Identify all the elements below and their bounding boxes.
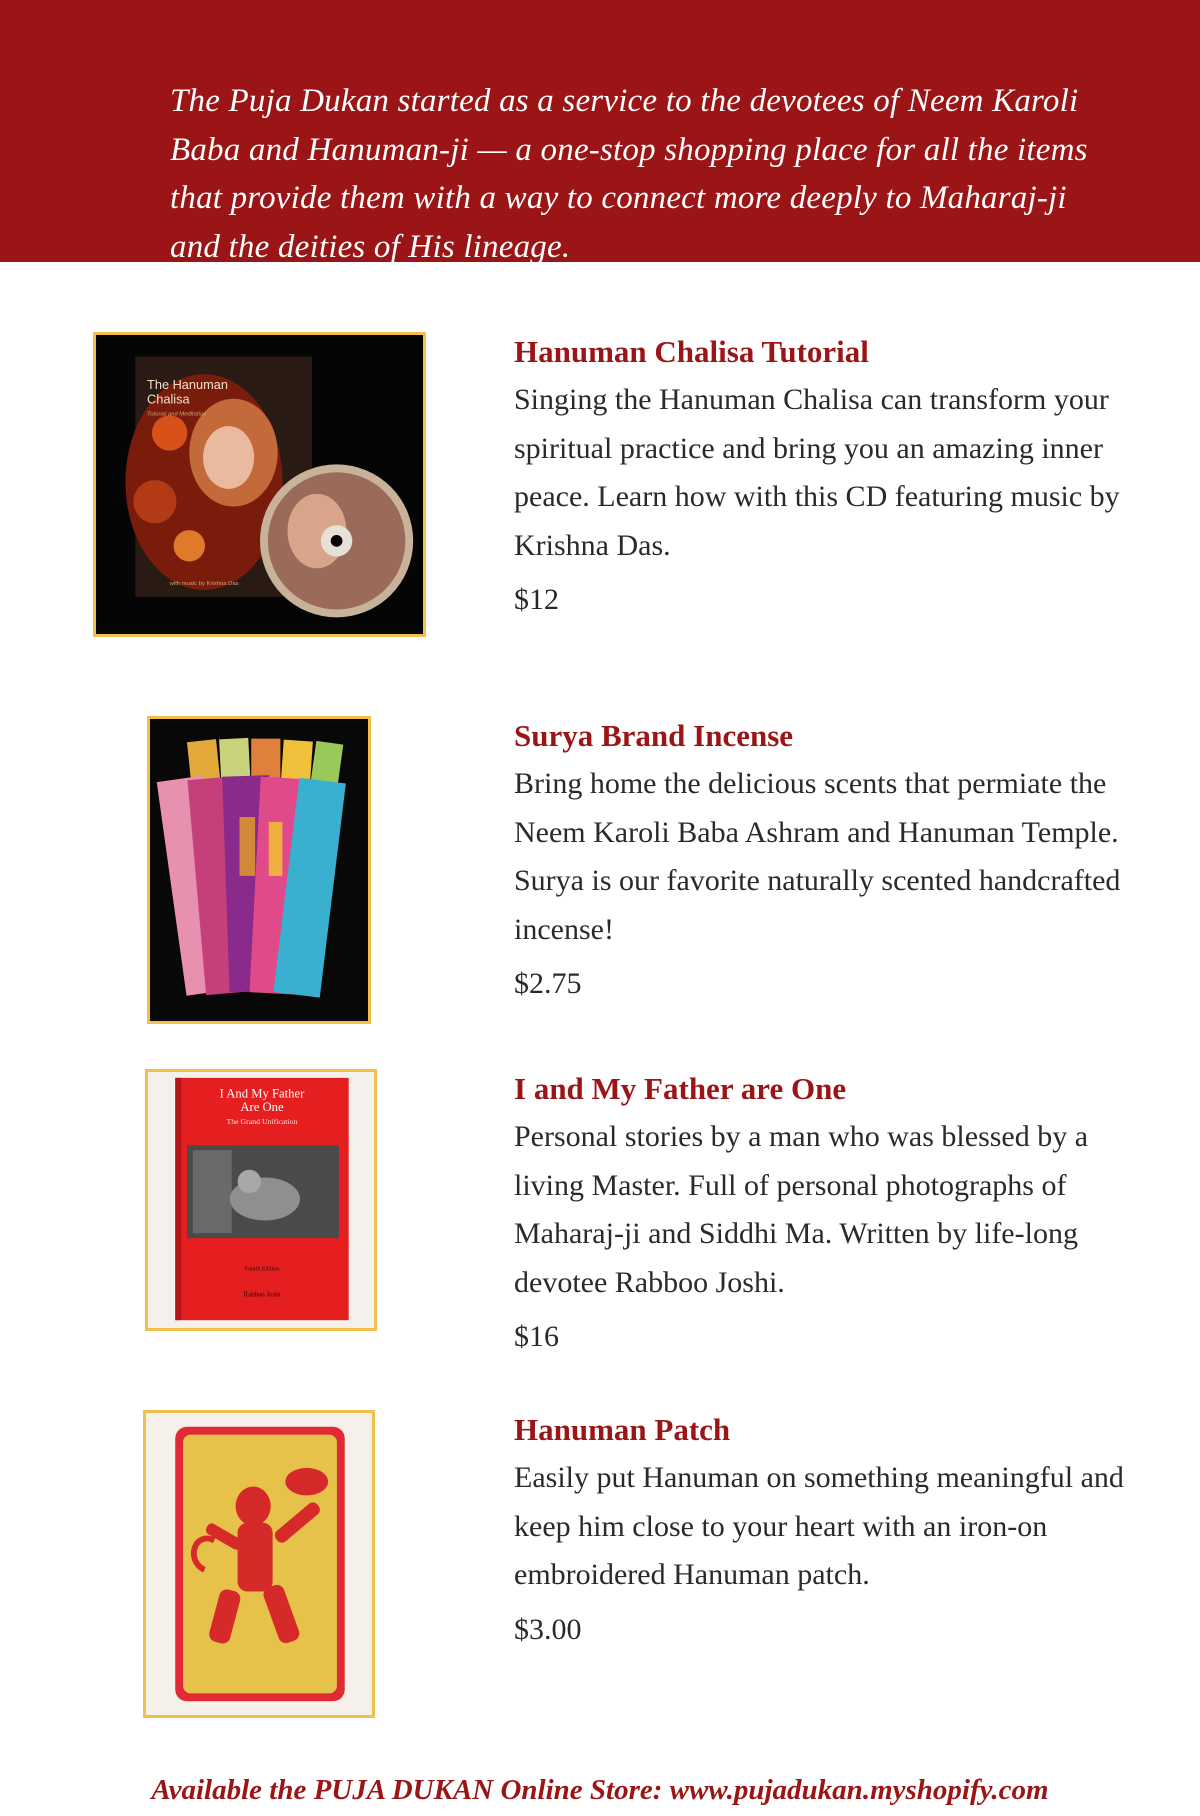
product-image-chalisa-cd[interactable] xyxy=(93,332,426,637)
cd-cover-title-2: Chalisa xyxy=(147,391,190,407)
product-title[interactable]: Surya Brand Incense xyxy=(514,718,794,753)
product-info-book xyxy=(514,1069,1154,1357)
product-info-patch xyxy=(514,1410,1154,1650)
product-description: Easily put Hanuman on something meaningful and keep him close to your heart with an iron-on embroidered Hanuman patch. xyxy=(514,1461,1124,1591)
product-description: Singing the Hanuman Chalisa can transform your spiritual practice and bring you an amazing inner peace. Learn how with this CD featuring music by Krishna Das. xyxy=(514,383,1120,562)
product-title[interactable]: I and My Father are One xyxy=(514,1071,847,1106)
product-info-incense xyxy=(514,716,1154,1004)
product-title[interactable]: Hanuman Patch xyxy=(514,1412,731,1447)
cd-cover-credit: with music by Krishna Das xyxy=(169,580,239,587)
product-image-patch[interactable] xyxy=(143,1410,375,1718)
store-link-footer[interactable]: Available the PUJA DUKAN Online Store: www.pujadukan.myshopify.com xyxy=(151,1774,1049,1806)
product-image-incense[interactable] xyxy=(147,716,371,1024)
cd-cover-subtitle: Tutorial and Meditation xyxy=(147,411,207,418)
product-title[interactable]: Hanuman Chalisa Tutorial xyxy=(514,334,869,369)
product-price: $2.75 xyxy=(514,967,582,1000)
product-price: $3.00 xyxy=(514,1612,582,1646)
book-author: Rabboo Joshi xyxy=(243,1291,281,1299)
header-banner xyxy=(0,0,1200,265)
product-price: $16 xyxy=(514,1320,559,1353)
product-image-book[interactable] xyxy=(145,1069,377,1331)
cd-cover-title-1: The Hanuman xyxy=(147,376,228,392)
product-description: Personal stories by a man who was blessed by a living Master. Full of personal photographs of Maharaj-ji and Siddhi Ma. Written by life-long devotee Rabboo Joshi. xyxy=(514,1120,1089,1299)
product-info-chalisa xyxy=(514,332,1154,620)
product-description: Bring home the delicious scents that permiate the Neem Karoli Baba Ashram and Hanuman Temple. Surya is our favorite naturally scented handcrafted incense! xyxy=(514,767,1121,946)
book-edition: Fourth Edition xyxy=(244,1266,280,1273)
book-title-2: Are One xyxy=(240,1100,284,1115)
book-subtitle: The Grand Unification xyxy=(226,1116,298,1126)
book-title-1: I And My Father xyxy=(219,1086,305,1101)
product-price: $12 xyxy=(514,583,559,616)
intro-text: The Puja Dukan started as a service to the devotees of Neem Karoli Baba and Hanuman-ji — a one-stop shopping place for all the items that provide them with a way to connect more deeply to Maharaj-ji and the deities of His lineage. xyxy=(170,83,1088,265)
